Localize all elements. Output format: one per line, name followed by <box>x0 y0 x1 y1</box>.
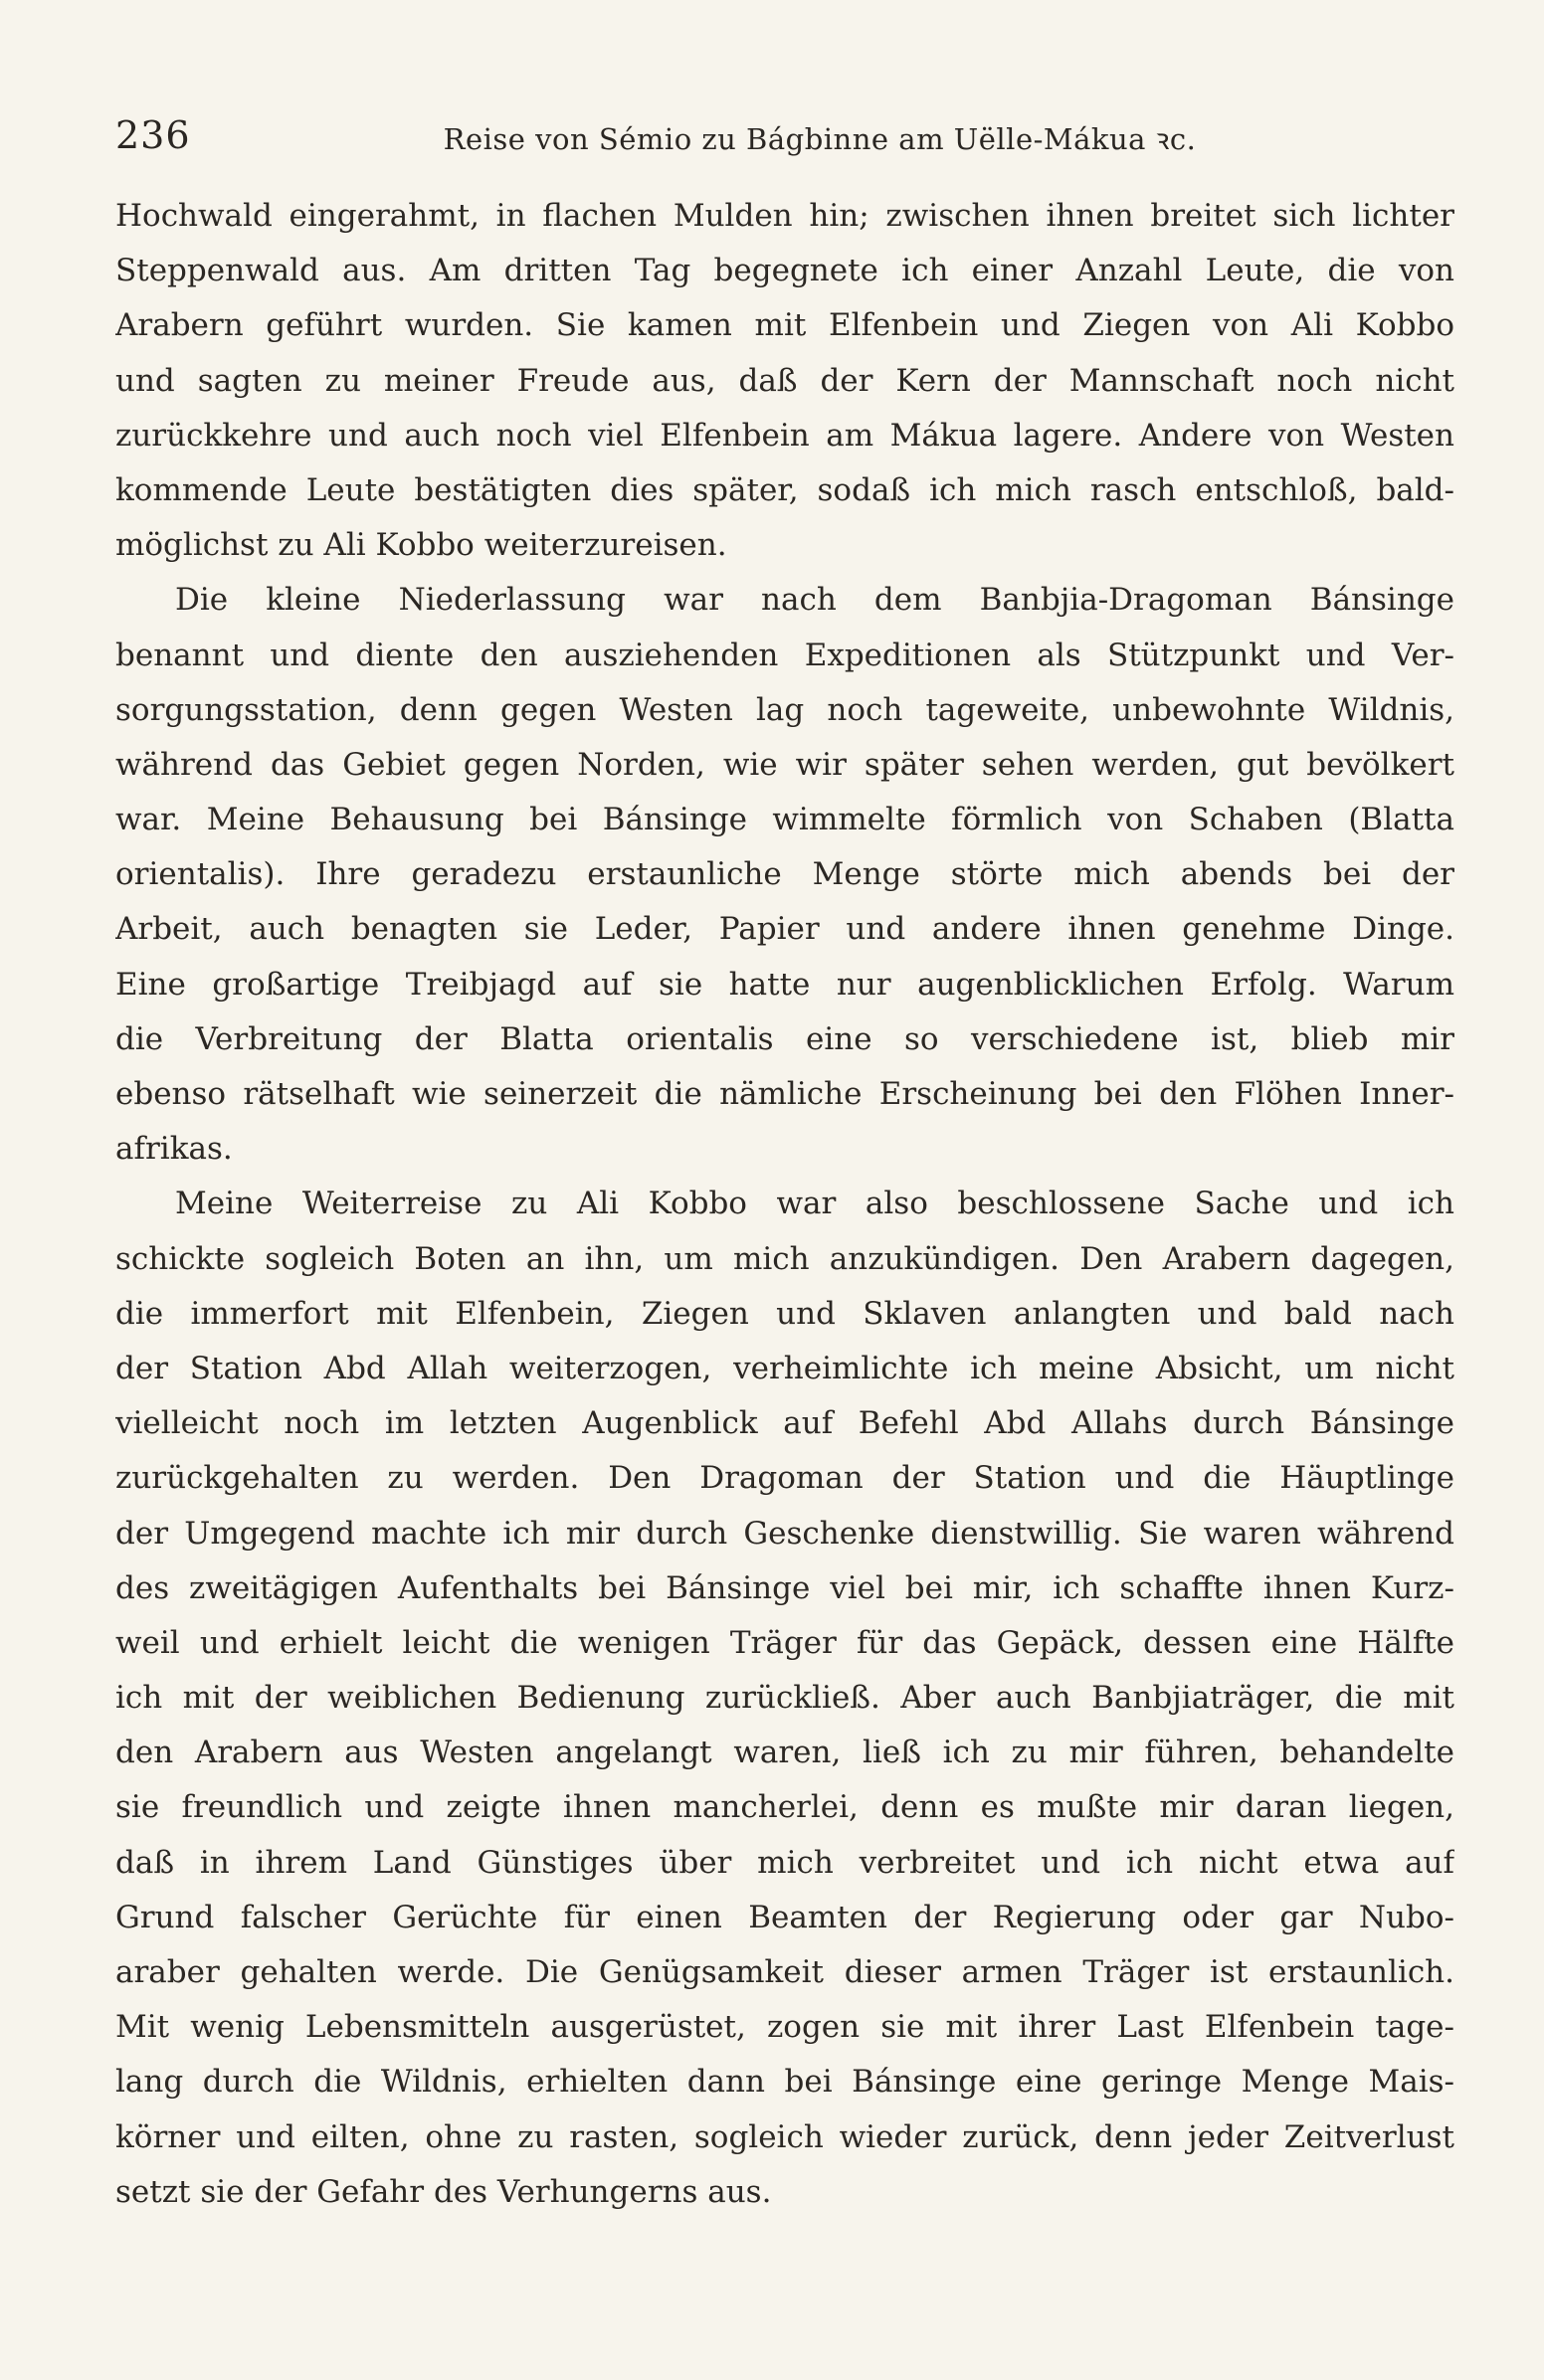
text-line: Hochwald eingerahmt, in flachen Mulden hin; zwischen ihnen breitet sich lichter <box>115 198 1454 234</box>
running-title: Reise von Sémio zu Bágbinne am Uëlle-Mákua ꝛc. <box>443 122 1197 156</box>
text-line: Eine großartige Treibjagd auf sie hatte nur augenblicklichen Erfolg. Warum <box>115 966 1454 1003</box>
text-line: setzt sie der Gefahr des Verhungerns aus. <box>115 2173 772 2210</box>
text-line: die Verbreitung der Blatta orientalis eine so verschiedene ist, blieb mir <box>115 1020 1454 1057</box>
text-line: kommende Leute bestätigten dies später, sodaß ich mich rasch entschloß, bald- <box>115 471 1454 508</box>
text-line: während das Gebiet gegen Norden, wie wir später sehen werden, gut bevölkert <box>115 746 1454 783</box>
text-line: den Arabern aus Westen angelangt waren, ließ ich zu mir führen, behandelte <box>115 1735 1454 1771</box>
text-line: Mit wenig Lebensmitteln ausgerüstet, zogen sie mit ihrer Last Elfenbein tage- <box>115 2009 1454 2046</box>
body-text <box>115 189 1454 2220</box>
text-line: möglichst zu Ali Kobbo weiterzureisen. <box>115 527 727 564</box>
text-line: der Station Abd Allah weiterzogen, verheimlichte ich meine Absicht, um nicht <box>115 1350 1454 1386</box>
text-line: weil und erhielt leicht die wenigen Träger für das Gepäck, dessen eine Hälfte <box>115 1624 1454 1661</box>
text-line: sie freundlich und zeigte ihnen mancherlei, denn es mußte mir daran liegen, <box>115 1789 1454 1826</box>
text-line: orientalis). Ihre geradezu erstaunliche Menge störte mich abends bei der <box>115 856 1454 893</box>
text-line: und sagten zu meiner Freude aus, daß der Kern der Mannschaft noch nicht <box>115 362 1454 399</box>
text-line: die immerfort mit Elfenbein, Ziegen und Sklaven anlangten und bald nach <box>115 1295 1454 1332</box>
text-line: Meine Weiterreise zu Ali Kobbo war also beschlossene Sache und ich <box>175 1186 1454 1222</box>
text-line: daß in ihrem Land Günstiges über mich verbreitet und ich nicht etwa auf <box>115 1844 1454 1881</box>
page-number: 236 <box>115 113 191 157</box>
text-line: ich mit der weiblichen Bedienung zurückließ. Aber auch Banbjiaträger, die mit <box>115 1680 1454 1717</box>
text-line: afrikas. <box>115 1131 233 1168</box>
text-line: zurückgehalten zu werden. Den Dragoman der Station und die Häuptlinge <box>115 1460 1454 1497</box>
text-line: Grund falscher Gerüchte für einen Beamten der Regierung oder gar Nubo- <box>115 1899 1454 1935</box>
text-line: vielleicht noch im letzten Augenblick auf Befehl Abd Allahs durch Bánsinge <box>115 1405 1454 1442</box>
text-line: des zweitägigen Aufenthalts bei Bánsinge viel bei mir, ich schaffte ihnen Kurz- <box>115 1569 1454 1606</box>
text-line: war. Meine Behausung bei Bánsinge wimmelte förmlich von Schaben (Blatta <box>115 802 1454 838</box>
text-line: ebenso rätselhaft wie seinerzeit die nämliche Erscheinung bei den Flöhen Inner- <box>115 1076 1454 1112</box>
text-line: Steppenwald aus. Am dritten Tag begegnete ich einer Anzahl Leute, die von <box>115 253 1454 289</box>
text-line: Arbeit, auch benagten sie Leder, Papier und andere ihnen genehme Dinge. <box>115 911 1454 948</box>
running-head <box>115 109 1435 165</box>
text-line: sorgungsstation, denn gegen Westen lag noch tageweite, unbewohnte Wildnis, <box>115 691 1454 728</box>
text-line: schickte sogleich Boten an ihn, um mich anzukündigen. Den Arabern dagegen, <box>115 1240 1454 1277</box>
text-line: zurückkehre und auch noch viel Elfenbein am Mákua lagere. Andere von Westen <box>115 417 1454 454</box>
text-line: lang durch die Wildnis, erhielten dann bei Bánsinge eine geringe Menge Mais- <box>115 2064 1454 2101</box>
text-line: Die kleine Niederlassung war nach dem Banbjia-Dragoman Bánsinge <box>175 582 1454 619</box>
text-line: der Umgegend machte ich mir durch Geschenke dienstwillig. Sie waren während <box>115 1515 1454 1552</box>
text-line: körner und eilten, ohne zu rasten, sogleich wieder zurück, denn jeder Zeitverlust <box>115 2118 1454 2155</box>
text-line: araber gehalten werde. Die Genügsamkeit dieser armen Träger ist erstaunlich. <box>115 1954 1454 1990</box>
text-line: Arabern geführt wurden. Sie kamen mit Elfenbein und Ziegen von Ali Kobbo <box>115 307 1454 344</box>
text-line: benannt und diente den ausziehenden Expeditionen als Stützpunkt und Ver- <box>115 637 1454 673</box>
